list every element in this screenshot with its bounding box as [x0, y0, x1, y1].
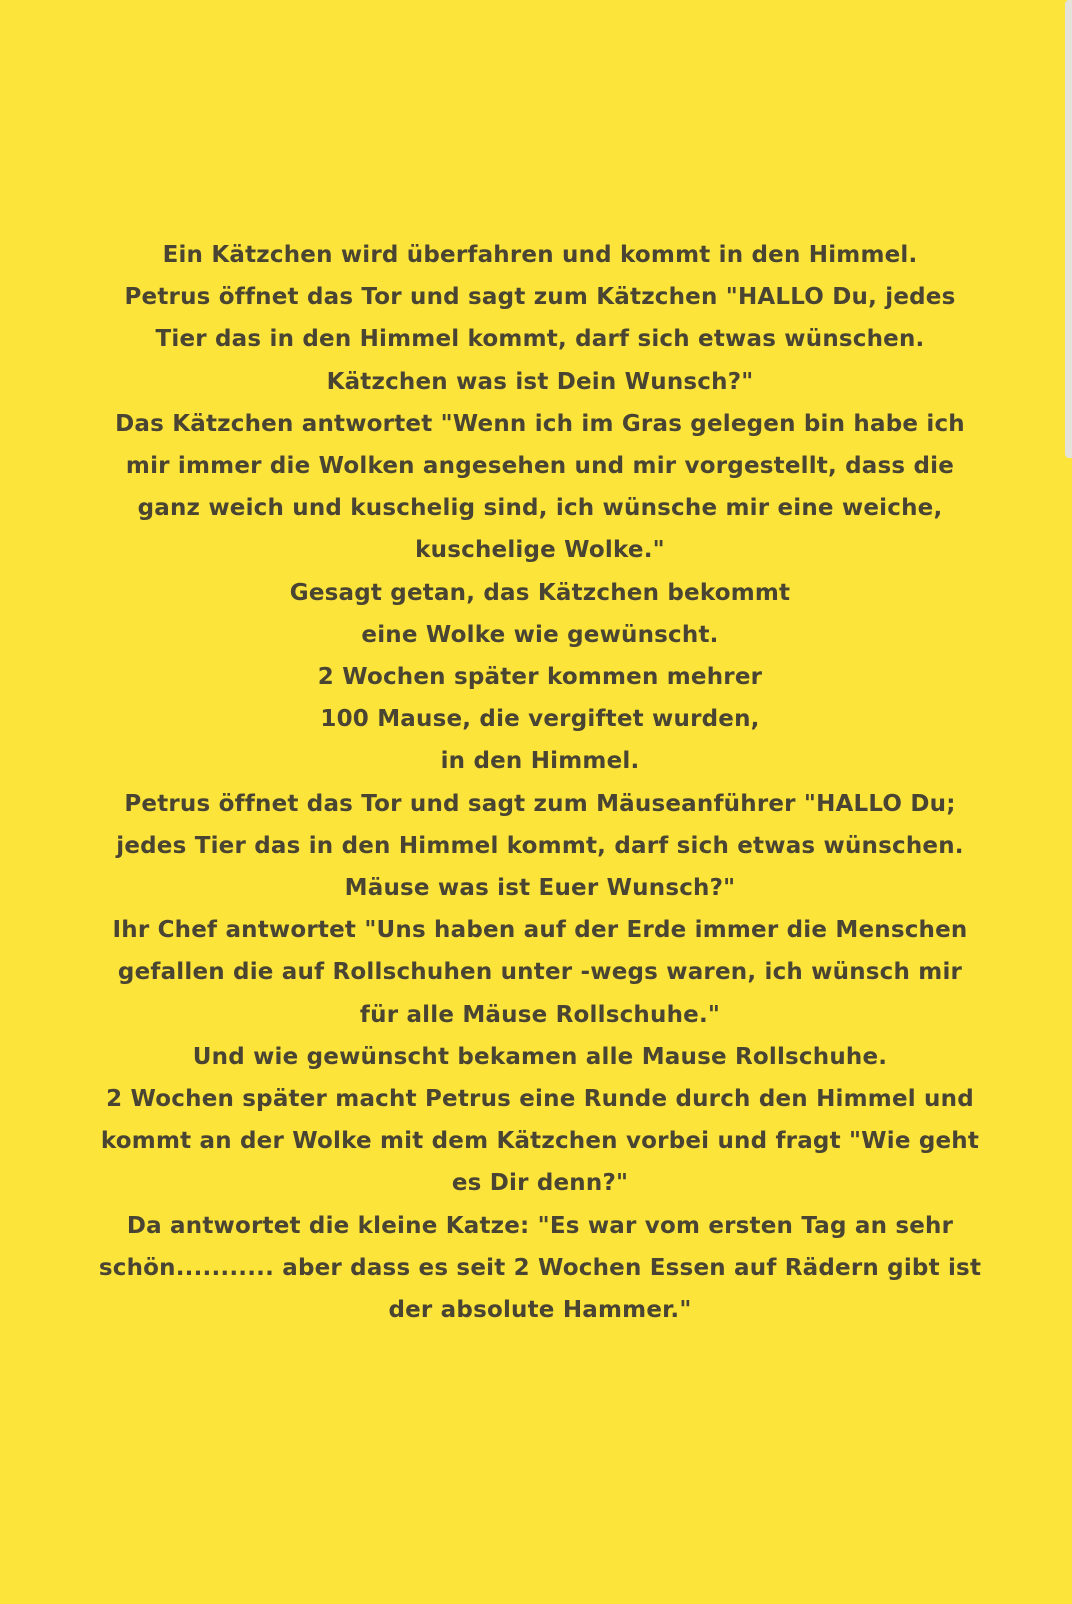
text-line: 2 Wochen später macht Petrus eine Runde durch den Himmel und [106, 1086, 974, 1113]
text-line: gefallen die auf Rollschuhen unter -wegs waren, ich wünsch mir [117, 959, 963, 986]
text-line: der absolute Hammer." [388, 1297, 692, 1324]
text-line: Kätzchen was ist Dein Wunsch?" [326, 368, 754, 395]
text-line: eine Wolke wie gewünscht. [361, 621, 719, 648]
text-line: 100 Mause, die vergiftet wurden, [320, 706, 760, 733]
text-line: 2 Wochen später kommen mehrer [317, 664, 763, 691]
text-line: Ihr Chef antwortet "Uns haben auf der Erde immer die Menschen [112, 917, 968, 944]
text-line: kuschelige Wolke." [415, 537, 665, 564]
text-line: Petrus öffnet das Tor und sagt zum Kätzchen "HALLO Du, jedes [124, 284, 956, 311]
text-line: mir immer die Wolken angesehen und mir vorgestellt, dass die [125, 453, 955, 480]
text-line: in den Himmel. [440, 748, 640, 775]
text-line: Und wie gewünscht bekamen alle Mause Rollschuhe. [192, 1043, 888, 1070]
text-line: kommt an der Wolke mit dem Kätzchen vorbei und fragt "Wie geht [100, 1128, 980, 1155]
joke-text [60, 234, 1020, 1331]
text-line: ganz weich und kuschelig sind, ich wünsche mir eine weiche, [137, 495, 943, 522]
text-line: Petrus öffnet das Tor und sagt zum Mäuseanführer "HALLO Du; [124, 790, 956, 817]
text-line: Ein Kätzchen wird überfahren und kommt in den Himmel. [162, 242, 918, 268]
scrollbar-thumb[interactable] [1065, 0, 1072, 458]
text-line: es Dir denn?" [451, 1170, 629, 1197]
text-line: schön........... aber dass es seit 2 Wochen Essen auf Rädern gibt ist [98, 1254, 982, 1281]
text-line: Mäuse was ist Euer Wunsch?" [344, 875, 736, 902]
text-line: Gesagt getan, das Kätzchen bekommt [289, 579, 791, 606]
text-line: für alle Mäuse Rollschuhe." [359, 1001, 721, 1028]
text-line: Da antwortet die kleine Katze: "Es war vom ersten Tag an sehr [126, 1212, 954, 1239]
text-line: Tier das in den Himmel kommt, darf sich etwas wünschen. [155, 326, 925, 353]
text-line: jedes Tier das in den Himmel kommt, darf sich etwas wünschen. [116, 832, 964, 859]
text-line: Das Kätzchen antwortet "Wenn ich im Gras gelegen bin habe ich [115, 410, 965, 437]
